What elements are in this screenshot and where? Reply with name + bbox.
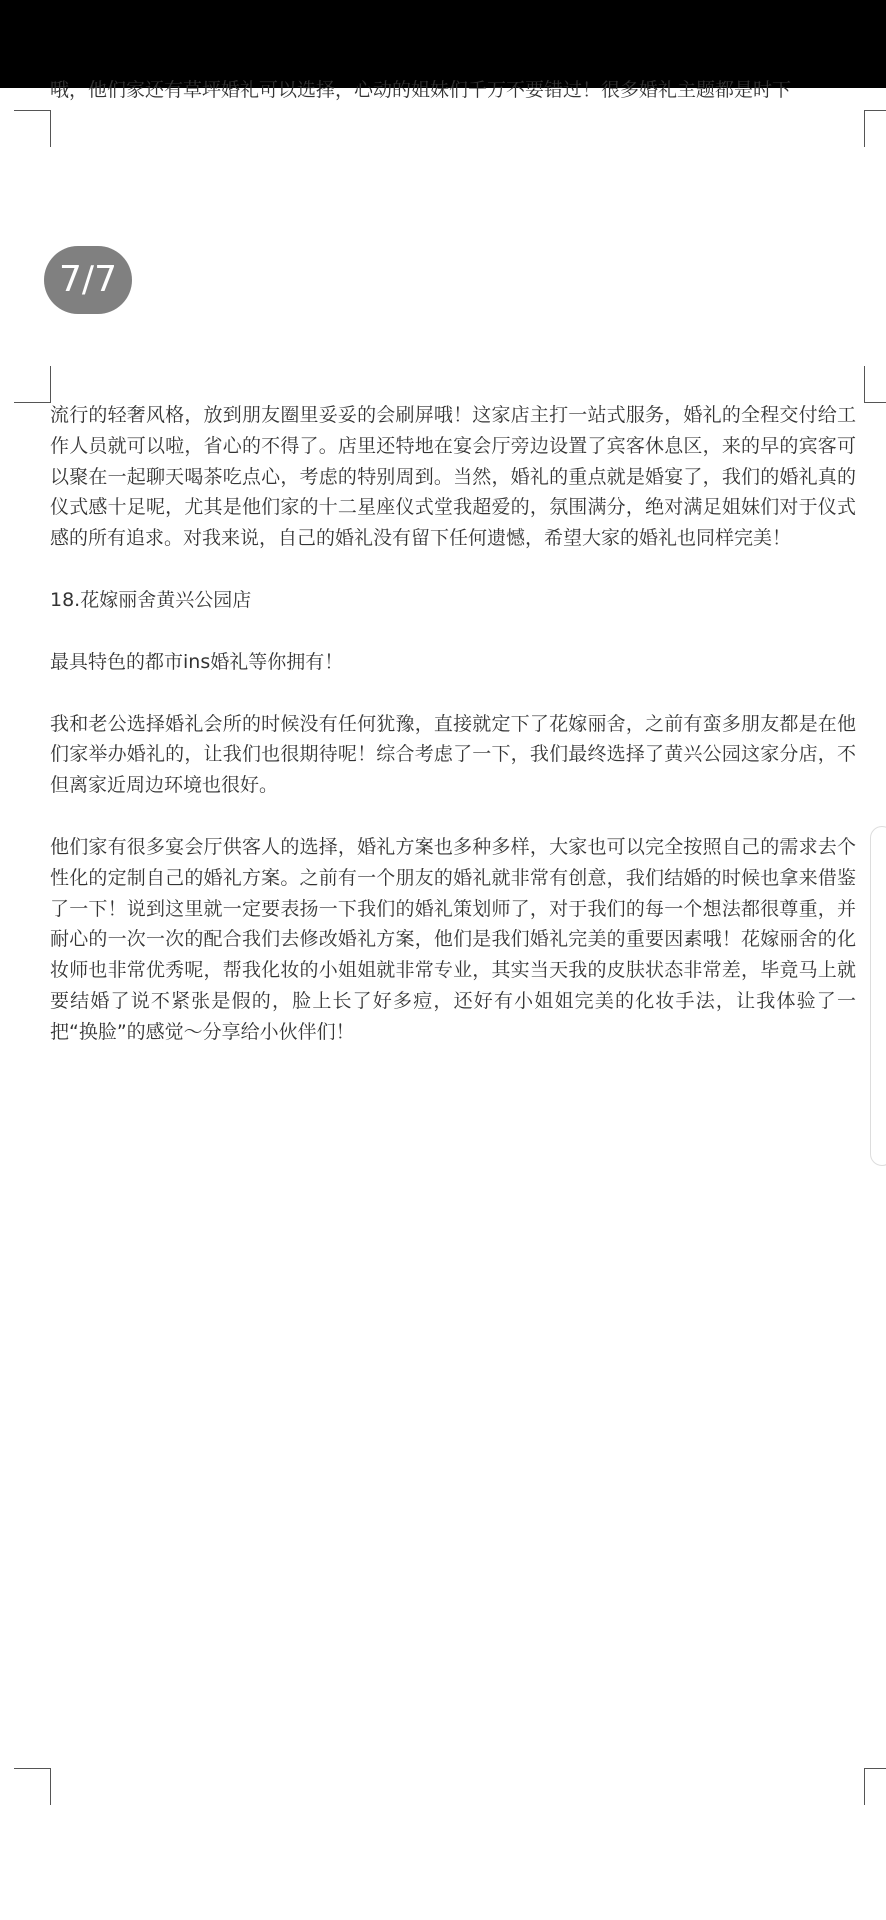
paragraph-venue-choice: 我和老公选择婚礼会所的时候没有任何犹豫，直接就定下了花嫁丽舍，之前有蛮多朋友都是在他们家举办婚礼的，让我们也很期待呢！综合考虑了一下，我们最终选择了黄兴公园这家分店，不但离家近周边环境也很好。 [50,712,856,797]
crop-mark-mid-right [864,366,886,403]
section-heading: 18.花嫁丽舍黄兴公园店 [50,588,252,611]
crop-mark-bottom-left [14,1768,51,1805]
paragraph-venue-details: 他们家有很多宴会厅供客人的选择，婚礼方案也多种多样，大家也可以完全按照自己的需求去个性化的定制自己的婚礼方案。之前有一个朋友的婚礼就非常有创意，我们结婚的时候也拿来借鉴了一下！说到这里就一定要表扬一下我们的婚礼策划师了，对于我们的每一个想法都很尊重，并耐心的一次一次的配合我们去修改婚礼方案，他们是我们婚礼完美的重要因素哦！花嫁丽舍的化妆师也非常优秀呢，帮我化妆的小姐姐就非常专业，其实当天我的皮肤状态非常差，毕竟马上就要结婚了说不紧张是假的，脸上长了好多痘，还好有小姐姐完美的化妆手法，让我体验了一把“换脸”的感觉～分享给小伙伴们！ [50,835,856,1043]
section-tagline: 最具特色的都市ins婚礼等你拥有！ [50,650,344,673]
crop-mark-mid-left [14,366,51,403]
crop-mark-bottom-right [864,1768,886,1805]
cut-off-text-line: 哦，他们家还有草坪婚礼可以选择，心动的姐妹们千万不要错过！很多婚礼主题都是时下 [50,79,792,101]
top-black-bar [0,0,886,88]
paragraph-intro-continued: 流行的轻奢风格，放到朋友圈里妥妥的会刷屏哦！这家店主打一站式服务，婚礼的全程交付给工作人员就可以啦，省心的不得了。店里还特地在宴会厅旁边设置了宾客休息区，来的早的宾客可以聚在一起聊天喝茶吃点心，考虑的特别周到。当然，婚礼的重点就是婚宴了，我们的婚礼真的仪式感十足呢，尤其是他们家的十二星座仪式堂我超爱的，氛围满分，绝对满足姐妹们对于仪式感的所有追求。对我来说，自己的婚礼没有留下任何遗憾，希望大家的婚礼也同样完美！ [50,404,856,550]
page-indicator-badge: 7/7 [44,246,132,314]
crop-mark-top-right [864,110,886,147]
crop-mark-top-left [14,110,51,147]
document-body [50,400,856,1048]
side-scroll-handle[interactable] [870,826,886,1166]
